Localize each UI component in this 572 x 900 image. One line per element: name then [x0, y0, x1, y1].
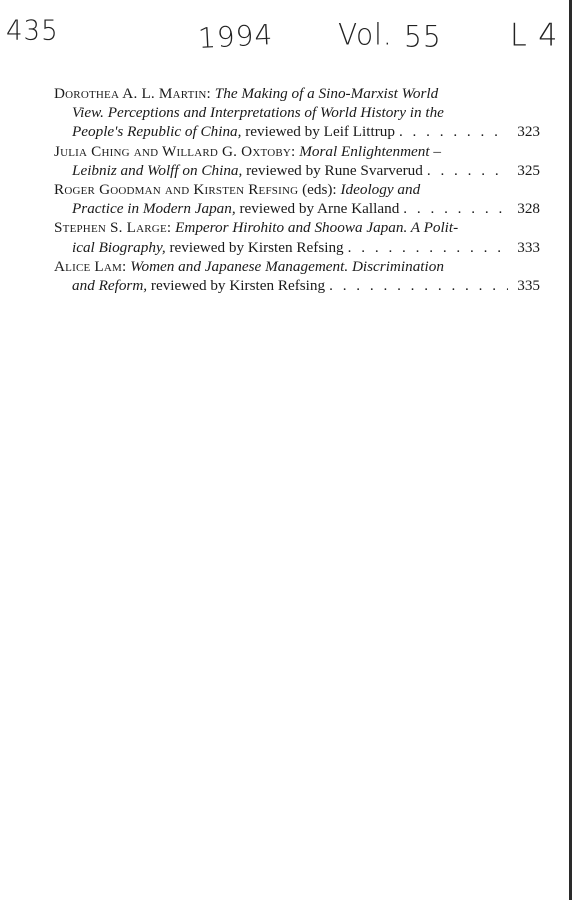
- entry-title: Moral Enlightenment –: [299, 142, 441, 160]
- entry-authors: Julia Ching and Willard G. Oxtoby:: [54, 142, 296, 160]
- entry-page-number: 335: [517, 276, 540, 294]
- toc-entry-lam: [54, 257, 540, 295]
- entry-title-cont: ical Biography,: [72, 238, 166, 256]
- review-contents-list: [54, 84, 540, 295]
- entry-authors: Dorothea A. L. Martin:: [54, 85, 211, 102]
- toc-entry-ching: [54, 142, 540, 180]
- handwritten-year: 1994: [197, 18, 275, 55]
- entry-title-cont: and Reform,: [72, 276, 148, 294]
- entry-title: Emperor Hirohito and Shoowa Japan. A Polit-: [175, 219, 459, 237]
- entry-reviewer: reviewed by Leif Littrup: [241, 123, 395, 141]
- leader-dots: [399, 122, 508, 141]
- leader-dots: [329, 276, 508, 295]
- entry-reviewer: reviewed by Kirsten Refsing: [165, 238, 344, 256]
- entry-authors: Roger Goodman and Kirsten Refsing: [54, 180, 299, 198]
- toc-entry-large: [54, 218, 540, 256]
- handwritten-number: 435: [6, 15, 59, 47]
- leader-dots: [403, 199, 508, 218]
- entry-title-cont: Practice in Modern Japan,: [72, 200, 236, 218]
- entry-reviewer: reviewed by Arne Kalland: [235, 200, 400, 218]
- entry-authors: Alice Lam:: [54, 257, 127, 275]
- leader-dots: [348, 238, 508, 257]
- entry-title: Ideology and: [340, 180, 421, 198]
- entry-reviewer: reviewed by Kirsten Refsing: [147, 276, 326, 294]
- handwritten-vol-number: 55: [404, 19, 442, 54]
- handwritten-issue: L 4: [510, 17, 559, 54]
- entry-reviewer: reviewed by Rune Svarverud: [242, 161, 423, 179]
- leader-dots: [427, 161, 508, 180]
- entry-title-cont: People's Republic of China,: [72, 123, 242, 141]
- entry-authors: Stephen S. Large:: [54, 219, 172, 237]
- entry-page-number: 323: [517, 123, 540, 141]
- entry-title-cont: Leibniz and Wolff on China,: [72, 161, 243, 179]
- entry-eds: (eds):: [298, 180, 337, 198]
- entry-title: The Making of a Sino-Marxist World: [214, 85, 439, 102]
- toc-entry-goodman: [54, 180, 540, 218]
- entry-title: Women and Japanese Management. Discrimination: [130, 257, 444, 275]
- entry-page-number: 328: [517, 200, 540, 218]
- entry-title-cont: View. Perceptions and Interpretations of World History in the: [72, 104, 444, 122]
- handwritten-vol-label: Vol.: [338, 17, 393, 52]
- entry-page-number: 325: [517, 161, 540, 179]
- toc-entry-martin: [54, 84, 540, 142]
- entry-page-number: 333: [517, 238, 540, 256]
